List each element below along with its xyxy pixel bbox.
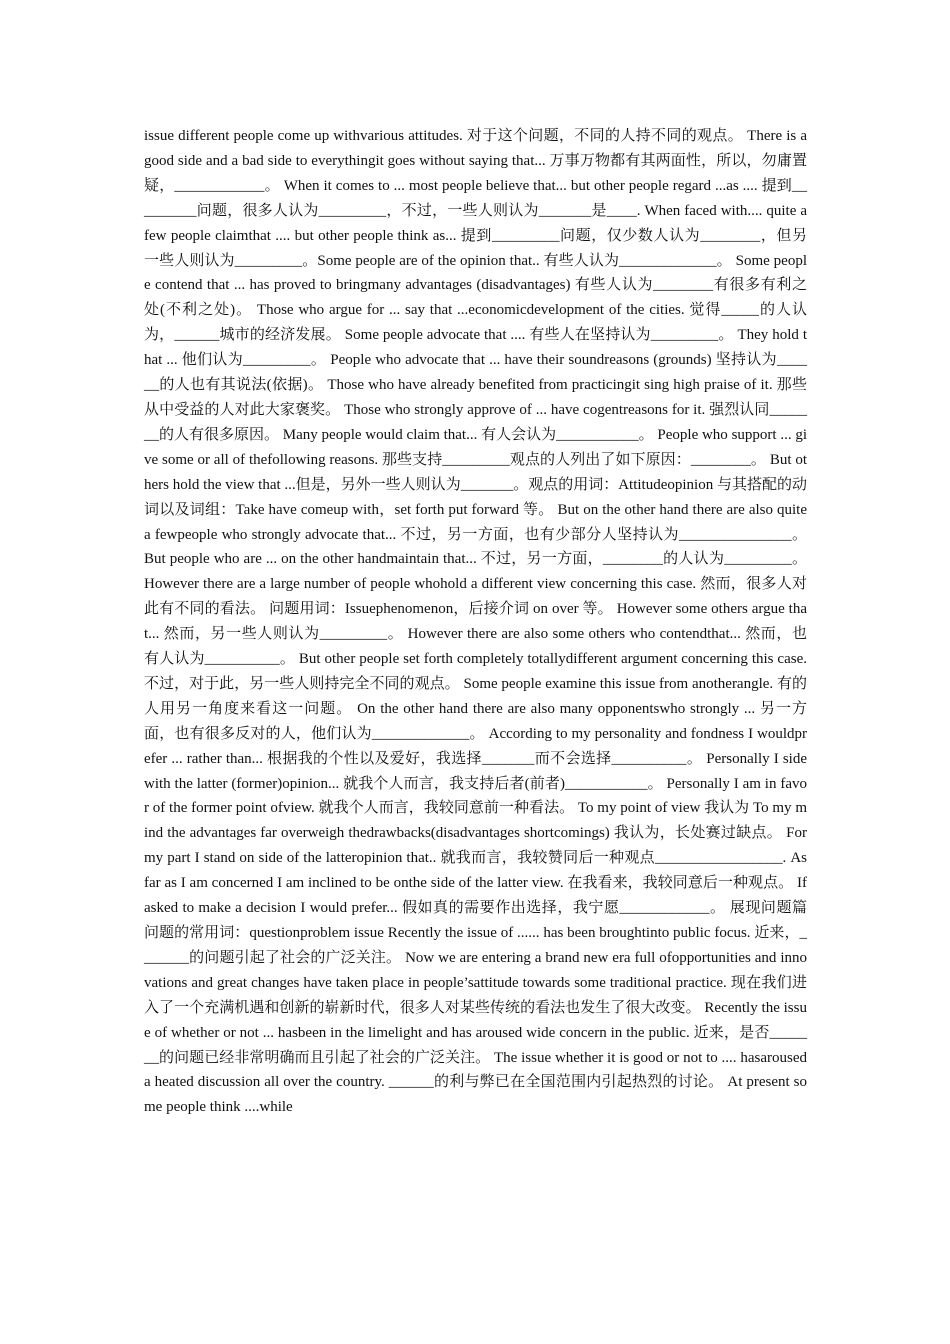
body-paragraph: issue different people come up withvarious attitudes. 对于这个问题，不同的人持不同的观点。 There is a good side and a bad side to everythingit goes without saying that... 万事万物都有其两面性，所以，勿庸置疑，____________。 When it comes to ... most people believe that... but other people regard ...as .... 提到_________问题，很多人认为_________，不过，一些人则认为_______是____. When faced with.... quite a few people claimthat .... but other people think as... 提到_________问题，仅少数人认为________，但另一些人则认为_________。Some people are of the opinion that.. 有些人认为_____________。 Some people contend that ... has proved to bringmany advantages (disadvantages) 有些人认为________有很多有利之处(不利之处)。 Those who argue for ... say that ...economicdevelopment of the cities. 觉得_____的人认为，______城市的经济发展。 Some people advocate that .... 有些人在坚持认为_________。 They hold that ... 他们认为_________。 People who advocate that ... have their soundreasons (grounds) 坚持认为______的人也有其说法(依据)。 Those who have already benefited from practicingit sing high praise of it. 那些从中受益的人对此大家褒奖。 Those who strongly approve of ... have cogentreasons for it. 强烈认同_______的人有很多原因。 Many people would claim that... 有人会认为___________。 People who support ... give some or all of thefollowing reasons. 那些支持_________观点的人列出了如下原因：________。 But others hold the view that ...但是，另外一些人则认为_______。观点的用词：Attitudeopinion 与其搭配的动词以及词组：Take have comeup with，set forth put forward 等。 But on the other hand there are also quite a fewpeople who strongly advocate that... 不过，另一方面，也有少部分人坚持认为_______________。 But people who are ... on the other handmaintain that... 不过，另一方面，________的人认为_________。 However there are a large number of people whohold a different view concerning this case. 然而，很多人对此有不同的看法。 问题用词：Issuephenomenon，后接介词 on over 等。 However some others argue that... 然而，另一些人则认为_________。 However there are also some others who contendthat... 然而，也有人认为__________。 But other people set forth completely totallydifferent argument concerning this case. 不过，对于此，另一些人则持完全不同的观点。 Some people examine this issue from anotherangle. 有的人用另一角度来看这一问题。 On the other hand there are also many opponentswho strongly ... 另一方面，也有很多反对的人，他们认为_____________。 According to my personality and fondness I wouldprefer ... rather than... 根据我的个性以及爱好，我选择_______而不会选择__________。 Personally I side with the latter (former)opinion... 就我个人而言，我支持后者(前者)___________。 Personally I am in favor of the former point ofview. 就我个人而言，我较同意前一种看法。 To my point of view 我认为 To my mind the advantages far overweigh thedrawbacks(disadvantages shortcomings) 我认为，长处赛过缺点。 For my part I stand on side of the latteropinion that.. 就我而言，我较赞同后一种观点_________________. As far as I am concerned I am inclined to be onthe side of the latter view. 在我看来，我较同意后一种观点。 If asked to make a decision I would prefer... 假如真的需要作出选择，我宁愿____________。 展现问题篇 问题的常用词：questionproblem issue Recently the issue of ...... has been broughtinto public focus. 近来，_______的问题引起了社会的广泛关注。 Now we are entering a brand new era full ofopportunities and innovations and great changes have taken place in people’sattitude towards some traditional practice. 现在我们进入了一个充满机遇和创新的崭新时代，很多人对某些传统的看法也发生了很大改变。 Recently the issue of whether or not ... hasbeen in the limelight and has aroused wide concern in the public. 近来，是否_______的问题已经非常明确而且引起了社会的广泛关注。 The issue whether it is good or not to .... hasaroused a heated discussion all over the country. ______的利与弊已在全国范围内引起热烈的讨论。 At present some people think ....while <box>144 128 807 1116</box>
body-text-block <box>144 124 807 1120</box>
